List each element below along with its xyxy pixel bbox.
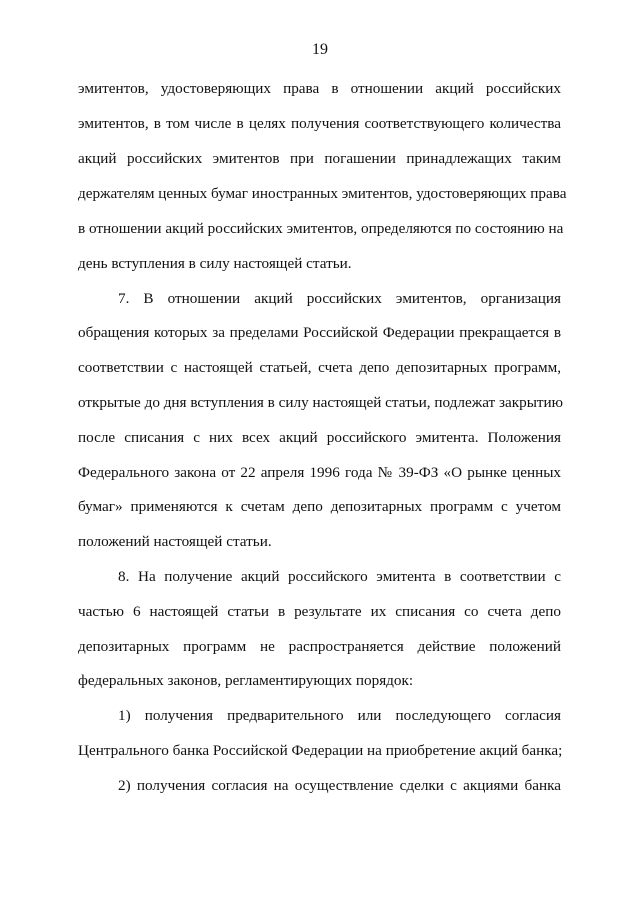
text-line-5: в отношении акций российских эмитентов, определяются по состоянию на [78,220,564,237]
list-item-1-line-2: Центрального банка Российской Федерации на приобретение акций банка; [78,742,563,759]
text-line-3: акций российских эмитентов при погашении принадлежащих таким [78,150,561,167]
page-number: 19 [312,41,328,58]
text-line-2: эмитентов, в том числе в целях получения соответствующего количества [78,115,561,132]
paragraph-8-line-3: депозитарных программ не распространяется действие положений [78,638,561,655]
paragraph-7-line-2: обращения которых за пределами Российской Федерации прекращается в [78,324,561,341]
paragraph-7-line-6: Федерального закона от 22 апреля 1996 года № 39-ФЗ «О рынке ценных [78,464,561,481]
paragraph-7-line-3: соответствии с настоящей статьей, счета депо депозитарных программ, [78,359,561,376]
paragraph-7-line-4: открытые до дня вступления в силу настоящей статьи, подлежат закрытию [78,394,564,411]
paragraph-7-line-7: бумаг» применяются к счетам депо депозитарных программ с учетом [78,498,561,515]
paragraph-7-line-8: положений настоящей статьи. [78,533,272,550]
paragraph-7-line-5: после списания с них всех акций российского эмитента. Положения [78,429,561,446]
paragraph-8-line-4: федеральных законов, регламентирующих порядок: [78,672,414,689]
text-line-1: эмитентов, удостоверяющих права в отношении акций российских [78,80,561,97]
text-line-4: держателям ценных бумаг иностранных эмитентов, удостоверяющих права [78,185,567,202]
text-line-6: день вступления в силу настоящей статьи. [78,255,352,272]
list-item-2-line-1: 2) получения согласия на осуществление сделки с акциями банка [118,777,561,794]
paragraph-7-line-1: 7. В отношении акций российских эмитентов, организация [118,290,561,307]
list-item-1-line-1: 1) получения предварительного или последующего согласия [118,707,561,724]
paragraph-8-line-1: 8. На получение акций российского эмитента в соответствии с [118,568,561,585]
paragraph-8-line-2: частью 6 настоящей статьи в результате их списания со счета депо [78,603,561,620]
